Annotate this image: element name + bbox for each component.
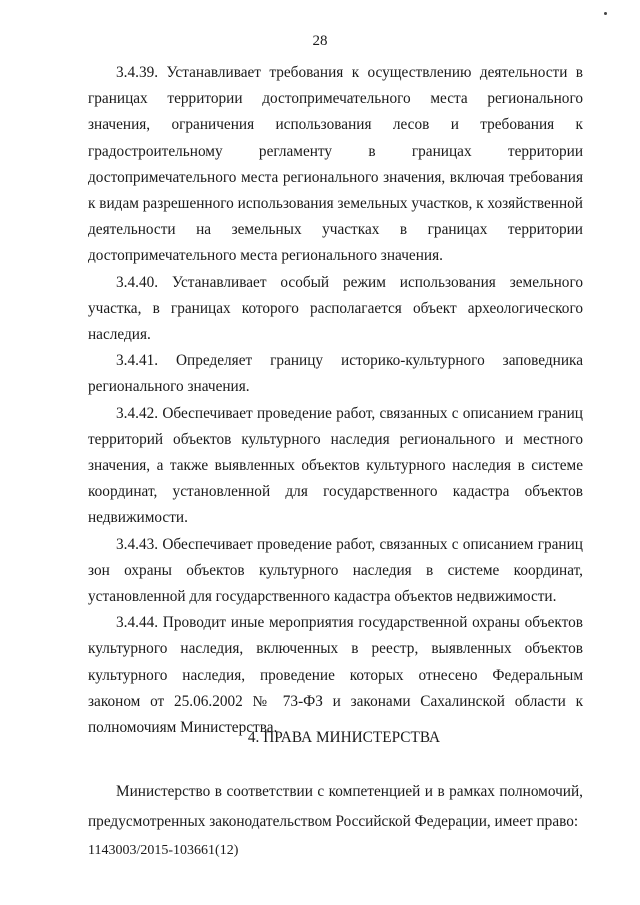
scan-speck	[604, 12, 607, 15]
paragraph-3-4-42: 3.4.42. Обеспечивает проведение работ, связанных с описанием границ территорий объектов культурного наследия регионального и местного значения, а также выявленных объектов культурного наследия в системе координат, установленной для государственного кадастра объектов недвижимости.	[88, 404, 583, 527]
document-code: 1143003/2015-103661(12)	[88, 843, 239, 858]
paragraph-3-4-40: 3.4.40. Устанавливает особый режим использования земельного участка, в границах которого располагается объект археологического наследия.	[88, 273, 583, 344]
page-number: 28	[312, 33, 328, 49]
paragraph-3-4-44: 3.4.44. Проводит иные мероприятия государственной охраны объектов культурного наследия, включенных в реестр, выявленных объектов культурного наследия, проведение которых отнесено Федеральным законом от 25.06.2002 № 73-ФЗ и законами Сахалинской области к полномочиям Министерства.	[88, 614, 583, 737]
paragraph-3-4-41: 3.4.41. Определяет границу историко-культурного заповедника регионального значения.	[88, 352, 583, 396]
section-heading: 4. ПРАВА МИНИСТЕРСТВА	[247, 729, 441, 746]
paragraphs-block	[88, 60, 583, 741]
paragraph-3-4-43: 3.4.43. Обеспечивает проведение работ, связанных с описанием границ зон охраны объектов культурного наследия в системе координат, установленной для государственного кадастра объектов недвижимости.	[88, 535, 583, 606]
closing-paragraph: Министерство в соответствии с компетенцией и в рамках полномочий, предусмотренных законодательством Российской Федерации, имеет право:	[88, 783, 583, 830]
paragraph-3-4-39: 3.4.39. Устанавливает требования к осуществлению деятельности в границах территории достопримечательного места регионального значения, ограничения использования лесов и требования к градостроительному регламенту в границах территории достопримечательного места регионального значения, включая требования к видам разрешенного использования земельных участков, к хозяйственной деятельности на земельных участках в границах территории достопримечательного места регионального значения.	[88, 64, 583, 265]
